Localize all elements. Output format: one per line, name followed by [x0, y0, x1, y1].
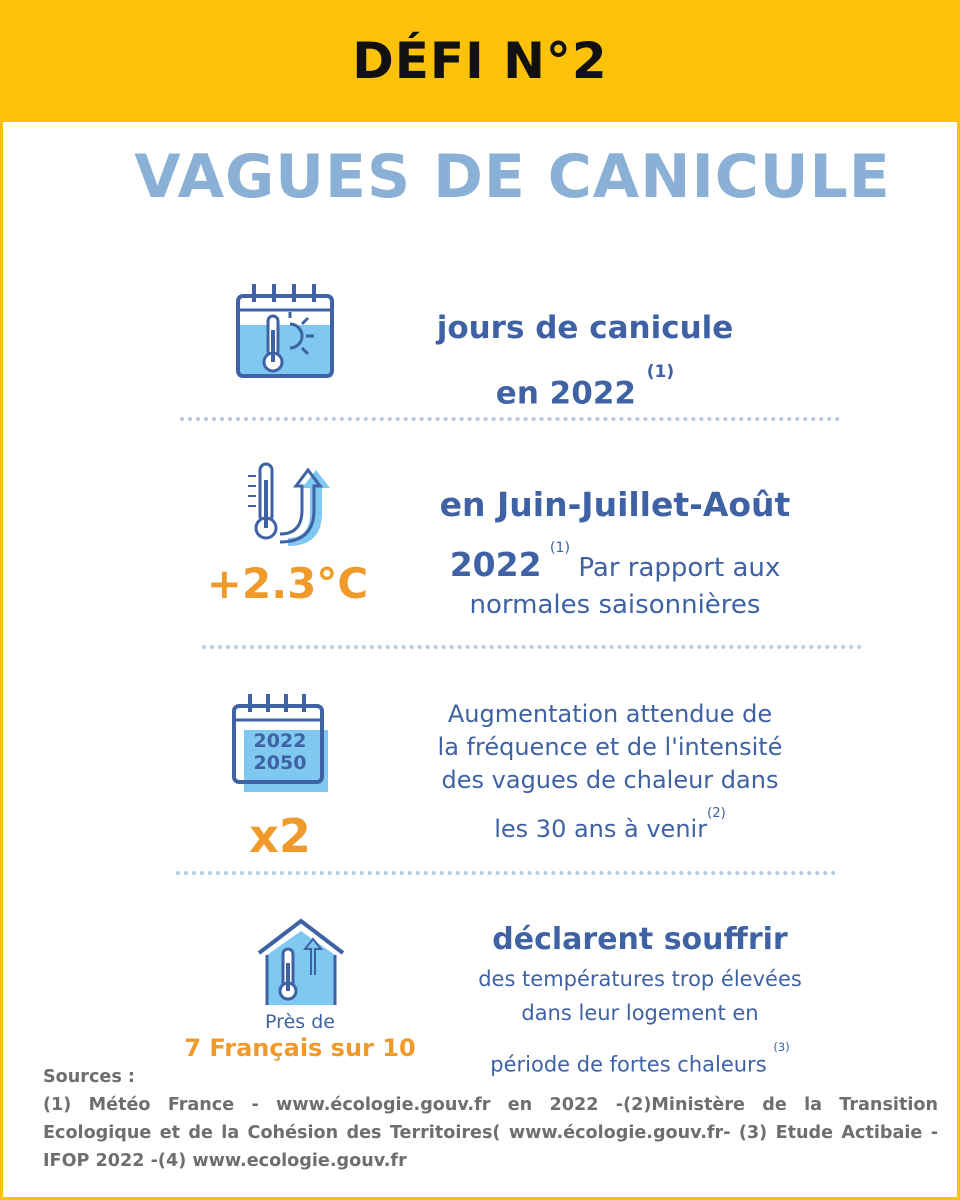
thermometer-arrow-up-icon [240, 458, 340, 548]
separator-2 [202, 645, 862, 649]
sources-heading: Sources : [43, 1067, 135, 1087]
stat-3-line2: la fréquence et de l'intensité [437, 733, 783, 761]
stat-2-line3: normales saisonnières [469, 590, 761, 620]
sources-block [43, 1063, 938, 1175]
stat-2-line1: en Juin-Juillet-Août [439, 485, 791, 524]
stat-1-text [390, 306, 780, 415]
stat-3-line4: les 30 ans à venir [494, 814, 708, 843]
stat-4-footnote: (3) [773, 1040, 790, 1054]
header-banner [0, 0, 960, 122]
stat-4-line1: déclarent souffrir [492, 922, 788, 957]
stat-2-line2-wrap [400, 528, 830, 588]
stat-1-footnote: (1) [646, 362, 675, 382]
main-title: VAGUES DE CANICULE [134, 142, 891, 212]
calendar-year-start: 2022 [253, 730, 307, 752]
stat-2-value: +2.3°C [206, 559, 369, 608]
separator-3 [176, 871, 836, 875]
separator-1 [180, 417, 840, 421]
stat-2-line2-rest: Par rapport aux [578, 553, 781, 583]
stat-1-line1: jours de canicule [436, 310, 734, 346]
stat-4-prefix: Près de [265, 1011, 335, 1033]
calendar-thermometer-sun-icon [230, 280, 340, 390]
stat-2-text [400, 482, 830, 622]
stat-3-footnote: (2) [707, 806, 726, 821]
stat-4-line3: dans leur logement en [521, 1001, 759, 1025]
calendar-year-end: 2050 [253, 752, 307, 774]
stat-3-line1: Augmentation attendue de [447, 700, 773, 728]
stat-4-line4: période de fortes chaleurs [490, 1052, 767, 1077]
stat-2-footnote: (1) [549, 540, 571, 556]
page-header-title: DÉFI N°2 [352, 32, 608, 90]
stat-1-line2-wrap [390, 350, 780, 415]
stat-4-text [430, 918, 850, 1081]
sources-text: (1) Météo France - www.écologie.gouv.fr en 2022 -(2)Ministère de la Transition Ecologique et de la Cohésion des Territoires( www.écologie.gouv.fr- (3) Etude Actibaie -IFOP 2022 -(4) www.ecologie.gouv.fr [43, 1095, 938, 1171]
calendar-2022-2050-icon [228, 692, 332, 796]
house-thermometer-icon [255, 915, 347, 1007]
stat-3-line4-wrap [395, 797, 825, 846]
stat-3-value: x2 [249, 809, 311, 863]
stat-4-value: 7 Français sur 10 [184, 1034, 416, 1062]
stat-3-line3: des vagues de chaleur dans [441, 766, 779, 794]
stat-1-line2: en 2022 [495, 375, 636, 412]
stat-3-text [395, 698, 825, 846]
stat-2-line2-strong: 2022 [449, 545, 542, 584]
stat-4-line2: des températures trop élevées [478, 967, 802, 991]
